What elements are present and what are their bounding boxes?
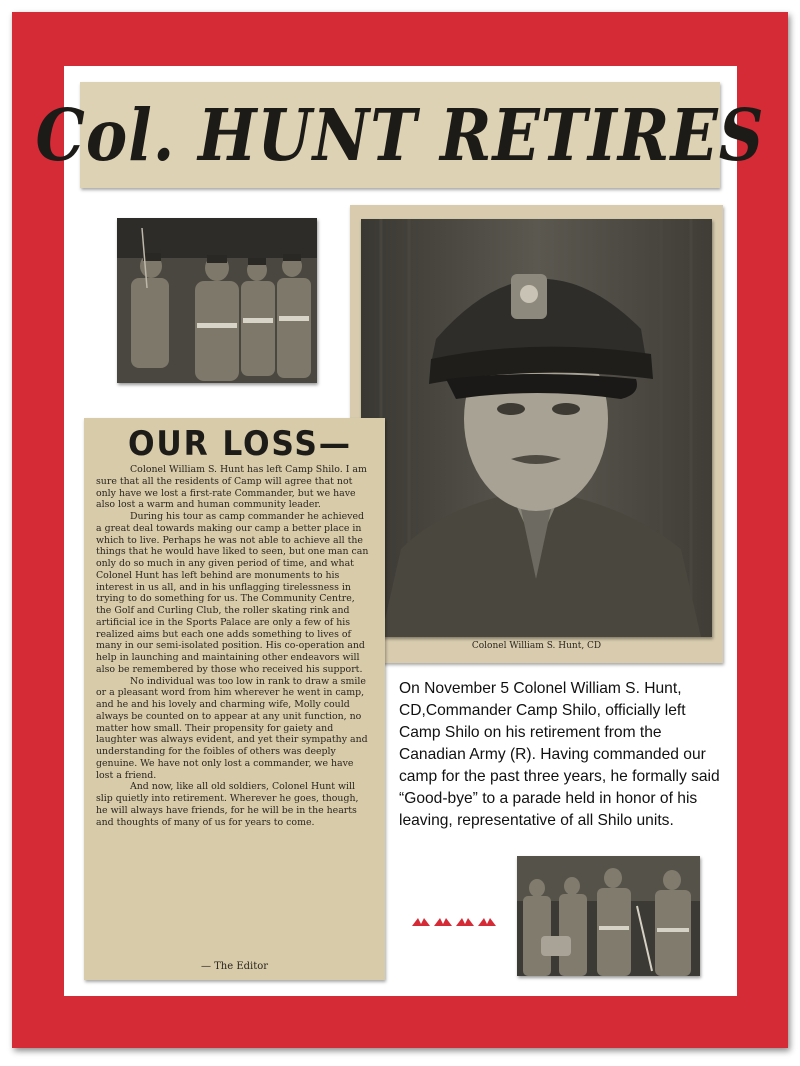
retirement-story: On November 5 Colonel William S. Hunt, CD,Commander Camp Shilo, officially left Camp Shilo on his retirement from the Canadian Army (R). Having commanded our camp for the past three years, he formally said “Good-bye” to a parade held in honor of his leaving, representative of all Shilo units. xyxy=(399,680,720,829)
editorial-body xyxy=(96,464,371,828)
editorial-paragraph: And now, like all old soldiers, Colonel Hunt will slip quietly into retirement. Wherever he goes, though, he will always have friends, for he will be in the hearts and thoughts of many of us for years to come. xyxy=(96,781,359,828)
headline: Col. HUNT RETIRES xyxy=(35,93,765,177)
editorial-paragraph: Colonel William S. Hunt has left Camp Shilo. I am sure that all the residents of Camp will agree that not only have we lost a first-rate Commander, but we have also lost a warm and human community leader. xyxy=(96,464,367,511)
inspection-photo xyxy=(117,218,317,383)
editorial-paragraph: During his tour as camp commander he achieved a great deal towards making our camp a better place in which to live. Perhaps he was not able to achieve all the things that he would have liked to seen, but one man can only do so much in any given period of time, and what Colonel Hunt has left behind are monuments to his interest in us all, and in his unflagging tirelessness in trying to do something for us. The Community Centre, the Golf and Curling Club, the roller skating rink and artificial ice in the Sports Palace are only a few of his realized aims but each one adds something to lives of many in our semi-isolated position. His co-operation and help in launching and maintaining other endeavors will also be remembered by those who received his support. xyxy=(96,511,369,675)
editorial-clipping xyxy=(84,418,385,980)
maple-leaf-ornament-icon xyxy=(410,916,498,930)
editorial-title: OUR LOSS— xyxy=(128,424,352,464)
portrait-caption: Colonel William S. Hunt, CD xyxy=(471,641,602,651)
editorial-signature: — The Editor xyxy=(200,961,269,972)
colonel-portrait-photo xyxy=(361,219,712,637)
editorial-paragraph: No individual was too low in rank to draw a smile or a pleasant word from him wherever he went in camp, and he and his lovely and charming wife, Molly could always be counted on to appear at any unit function, no matter how small. Their propensity for gaiety and laughter was always evident, and yet their sympathy and understanding for the foibles of others was deeply genuine. We have not only lost a commander, we have lost a friend. xyxy=(96,675,368,781)
parade-photo xyxy=(517,856,700,976)
headline-clipping xyxy=(35,82,765,188)
portrait-clipping xyxy=(350,205,723,663)
